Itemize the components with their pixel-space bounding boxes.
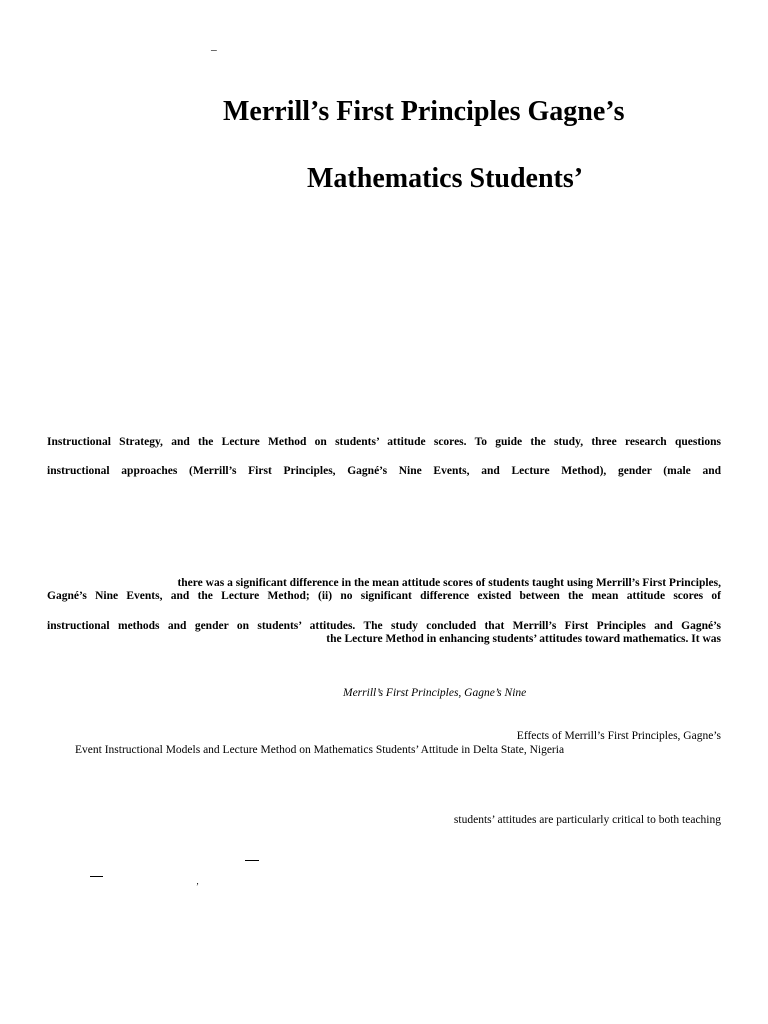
abstract-line-2: instructional approaches (Merrill’s First Principles, Gagné’s Nine Events, and Lecture Method), gender (male and xyxy=(47,465,721,477)
body-text-fragment: students’ attitudes are particularly critical to both teaching xyxy=(453,814,721,826)
abstract-line-3: there was a significant difference in the mean attitude scores of students taught using Merrill’s First Principles, xyxy=(177,577,721,589)
paper-title-line-1: Merrill’s First Principles Gagne’s xyxy=(223,96,625,127)
dash-mark-1 xyxy=(245,860,259,861)
small-mark: ‚ xyxy=(196,876,199,886)
running-title-line-2: Event Instructional Models and Lecture Method on Mathematics Students’ Attitude in Delta State, Nigeria xyxy=(75,744,565,756)
dash-mark-2 xyxy=(90,876,103,877)
running-title-line-1: Effects of Merrill’s First Principles, Gagne’s xyxy=(516,730,721,742)
abstract-line-4: Gagné’s Nine Events, and the Lecture Method; (ii) no significant difference existed between the mean attitude scores of xyxy=(47,590,721,602)
abstract-line-5: instructional methods and gender on students’ attitudes. The study concluded that Merrill’s First Principles and Gagné’s xyxy=(47,620,721,632)
abstract-line-1: Instructional Strategy, and the Lecture Method on students’ attitude scores. To guide the study, three research questions xyxy=(47,436,721,448)
keywords: Merrill’s First Principles, Gagne’s Nine xyxy=(343,687,527,699)
top-mark: – xyxy=(211,44,217,56)
abstract-line-6: the Lecture Method in enhancing students’ attitudes toward mathematics. It was xyxy=(326,633,721,645)
paper-title-line-2: Mathematics Students’ xyxy=(307,163,584,194)
